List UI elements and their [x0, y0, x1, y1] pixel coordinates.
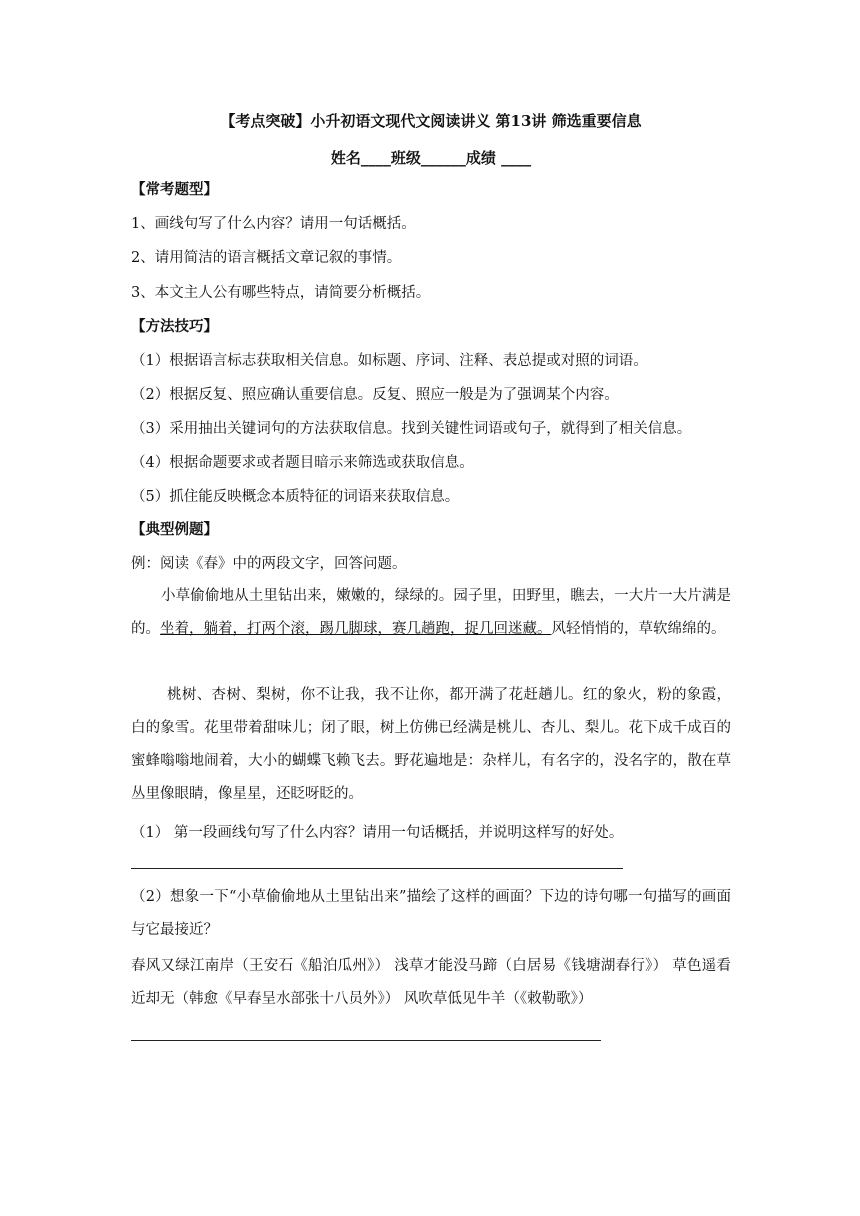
- list-item: 1、画线句写了什么内容？请用一句话概括。: [131, 216, 416, 232]
- document-title: 【考点突破】小升初语文现代文阅读讲义 第13讲 筛选重要信息: [220, 112, 642, 130]
- underlined-sentence: 坐着，躺着，打两个滚，踢几脚球，赛几趟跑，捉几回迷藏。: [160, 621, 552, 637]
- list-item: （5）抓住能反映概念本质特征的词语来获取信息。: [131, 489, 460, 505]
- passage-text: 小草偷偷地从土里钻出来，嫩嫩的，绿绿的。园子里，田野里，瞧去，一大片一大片满是的。: [131, 588, 731, 637]
- section-heading-methods: 【方法技巧】: [131, 318, 218, 335]
- question-2: （2）想象一下“小草偷偷地从土里钻出来”描绘了这样的画面？下边的诗句哪一句描写的画面与它最接近？: [131, 889, 731, 938]
- passage-paragraph-1: [131, 580, 731, 646]
- list-item: 3、本文主人公有哪些特点，请简要分析概括。: [131, 285, 431, 301]
- passage-text: 风轻悄悄的，草软绵绵的。: [551, 621, 726, 637]
- list-item: （1）根据语言标志获取相关信息。如标题、序词、注释、表总提或对照的词语。: [131, 353, 648, 369]
- section-heading-examples: 【典型例题】: [131, 521, 218, 538]
- question-1: （1） 第一段画线句写了什么内容？请用一句话概括，并说明这样写的好处。: [131, 825, 624, 841]
- answer-line: [131, 868, 623, 869]
- list-item: （2）根据反复、照应确认重要信息。反复、照应一般是为了强调某个内容。: [131, 387, 619, 403]
- list-item: （3）采用抽出关键词句的方法获取信息。找到关键性词语或句子，就得到了相关信息。: [131, 421, 692, 437]
- answer-line: [131, 1040, 601, 1041]
- list-item: （4）根据命题要求或者题目暗示来筛选或获取信息。: [131, 455, 474, 471]
- passage-paragraph-2: 桃树、杏树、梨树，你不让我，我不让你，都开满了花赶趟儿。红的象火，粉的象霞，白的象雪。花里带着甜味儿；闭了眼，树上仿佛已经满是桃儿、杏儿、梨儿。花下成千成百的蜜蜂嗡嗡地闹着，大小的蝴蝶飞赖飞去。野花遍地是：杂样儿，有名字的，没名字的，散在草丛里像眼睛，像星星，还眨呀眨的。: [131, 687, 731, 802]
- student-info-fields: 姓名____班级______成绩 ____: [330, 149, 532, 167]
- section-heading-common-types: 【常考题型】: [131, 181, 218, 198]
- list-item: 2、请用简洁的语言概括文章记叙的事情。: [131, 250, 402, 266]
- example-intro: 例：阅读《春》中的两段文字，回答问题。: [131, 556, 407, 572]
- poem-options: 春风又绿江南岸（王安石《船泊瓜州》） 浅草才能没马蹄（白居易《钱塘湖春行》） 草色遥看近却无（韩愈《早春呈水部张十八员外》） 风吹草低见牛羊（《敕勒歌》）: [131, 958, 731, 1007]
